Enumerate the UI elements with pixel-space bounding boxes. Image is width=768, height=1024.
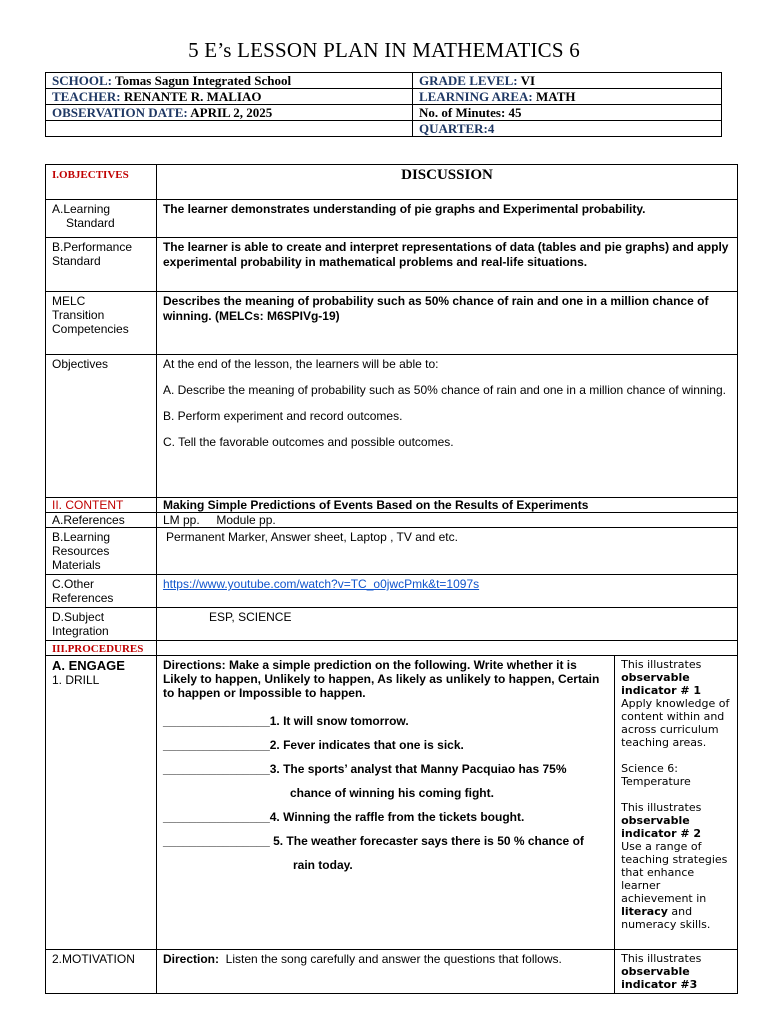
subject: ESP, SCIENCE <box>208 610 292 624</box>
drill-item-4: ________________4. Winning the raffle from the tickets bought. <box>162 810 525 824</box>
side3-b: observable indicator #3 <box>621 965 698 991</box>
learning-std: The learner demonstrates understanding of pie graphs and Experimental probability. <box>162 202 646 216</box>
objectives-label: Objectives <box>52 357 109 371</box>
references-label: A.References <box>52 513 125 527</box>
learning-std-label-1: A.Learning <box>52 202 111 216</box>
perf-std-label-1: B.Performance <box>52 240 133 254</box>
drill-item-3: ________________3. The sports’ analyst that Manny Pacquiao has 75% <box>162 762 567 776</box>
drill-item-2: ________________2. Fever indicates that one is sick. <box>162 738 464 752</box>
drill-item-1: ________________1. It will snow tomorrow. <box>162 714 409 728</box>
school-label: SCHOOL: <box>52 73 112 88</box>
side1-d: Science 6: Temperature <box>621 762 691 788</box>
obj-b: B. Perform experiment and record outcomes. <box>162 409 403 423</box>
melc-label-1: MELC <box>52 294 86 308</box>
other-ref-label-2: References <box>52 591 114 605</box>
side2-b: observable indicator # 2 <box>621 814 702 840</box>
grade-label: GRADE LEVEL: <box>419 73 518 88</box>
melc-label-3: Competencies <box>52 322 129 336</box>
procedures-label: III.PROCEDURES <box>52 643 144 655</box>
motivation-label: 2.MOTIVATION <box>52 952 135 966</box>
content: Making Simple Predictions of Events Based on the Results of Experiments <box>162 498 589 512</box>
content-label: II. CONTENT <box>52 498 124 512</box>
area-label: LEARNING AREA: <box>419 89 533 104</box>
melc: Describes the meaning of probability such as 50% chance of rain and one in a million chance of winning. (MELCs: M6SPIVg-19) <box>162 294 709 323</box>
perf-std: The learner is able to create and interpret representations of data (tables and pie graphs) and apply experimental probability in mathematical problems and real-life situations. <box>162 240 729 269</box>
obs-value: APRIL 2, 2025 <box>190 105 273 120</box>
subject-label-2: Integration <box>52 624 109 638</box>
perf-std-label-2: Standard <box>52 254 101 268</box>
side3-a: This illustrates <box>621 952 702 965</box>
teacher-label: TEACHER: <box>52 89 121 104</box>
references: LM pp. Module pp. <box>162 513 276 527</box>
quarter: QUARTER:4 <box>419 121 495 136</box>
grade-value: VI <box>520 73 536 88</box>
discussion-head: DISCUSSION <box>401 167 493 183</box>
side2-a: This illustrates <box>621 801 702 814</box>
drill-directions: Directions: Make a simple prediction on the following. Write whether it is Likely to happen, Unlikely to happen, As likely as unlikely to happen, Certain to happen or Impossible to happen. <box>162 658 600 700</box>
drill-label: 1. DRILL <box>52 673 100 687</box>
resources-label-2: Resources <box>52 544 110 558</box>
motivation-dir-label: Direction: <box>162 952 219 966</box>
resources: Permanent Marker, Answer sheet, Laptop , TV and etc. <box>165 530 458 544</box>
side2-d: literacy <box>621 905 668 918</box>
teacher-value: RENANTE R. MALIAO <box>123 89 262 104</box>
engage-label: A. ENGAGE <box>52 658 125 673</box>
other-ref-label-1: C.Other <box>52 577 95 591</box>
side1-b: observable indicator # 1 <box>621 671 702 697</box>
side2-c: Use a range of teaching strategies that enhance learner achievement in <box>621 840 728 905</box>
obs-label: OBSERVATION DATE: <box>52 105 188 120</box>
youtube-link[interactable]: https://www.youtube.com/watch?v=TC_o0jwcPmk&t=1097s <box>162 577 480 591</box>
objectives-head: I.OBJECTIVES <box>52 169 129 181</box>
drill-item-3-cont: chance of winning his coming fight. <box>289 786 494 800</box>
school-value: Tomas Sagun Integrated School <box>114 73 292 88</box>
side2-e: and numeracy skills. <box>621 905 711 931</box>
resources-label-1: B.Learning <box>52 530 111 544</box>
minutes-value: 45 <box>508 105 522 120</box>
page-title: 5 E’s LESSON PLAN IN MATHEMATICS 6 <box>188 38 580 62</box>
melc-label-2: Transition <box>52 308 105 322</box>
lesson-table <box>45 164 738 994</box>
subject-label-1: D.Subject <box>52 610 105 624</box>
resources-label-3: Materials <box>52 558 101 572</box>
side1-a: This illustrates <box>621 658 702 671</box>
minutes-label: No. of Minutes: <box>419 105 506 120</box>
drill-item-5: ________________ 5. The weather forecaster says there is 50 % chance of <box>162 834 584 848</box>
obj-intro: At the end of the lesson, the learners will be able to: <box>162 357 439 371</box>
learning-std-label-2: Standard <box>66 216 115 230</box>
motivation: Listen the song carefully and answer the questions that follows. <box>225 952 562 966</box>
obj-a: A. Describe the meaning of probability such as 50% chance of rain and one in a million chance of winning. <box>162 383 726 397</box>
area-value: MATH <box>536 89 576 104</box>
drill-item-5-cont: rain today. <box>292 858 353 872</box>
obj-c: C. Tell the favorable outcomes and possible outcomes. <box>162 435 454 449</box>
header-table <box>45 72 722 137</box>
side1-c: Apply knowledge of content within and across curriculum teaching areas. <box>621 697 730 749</box>
